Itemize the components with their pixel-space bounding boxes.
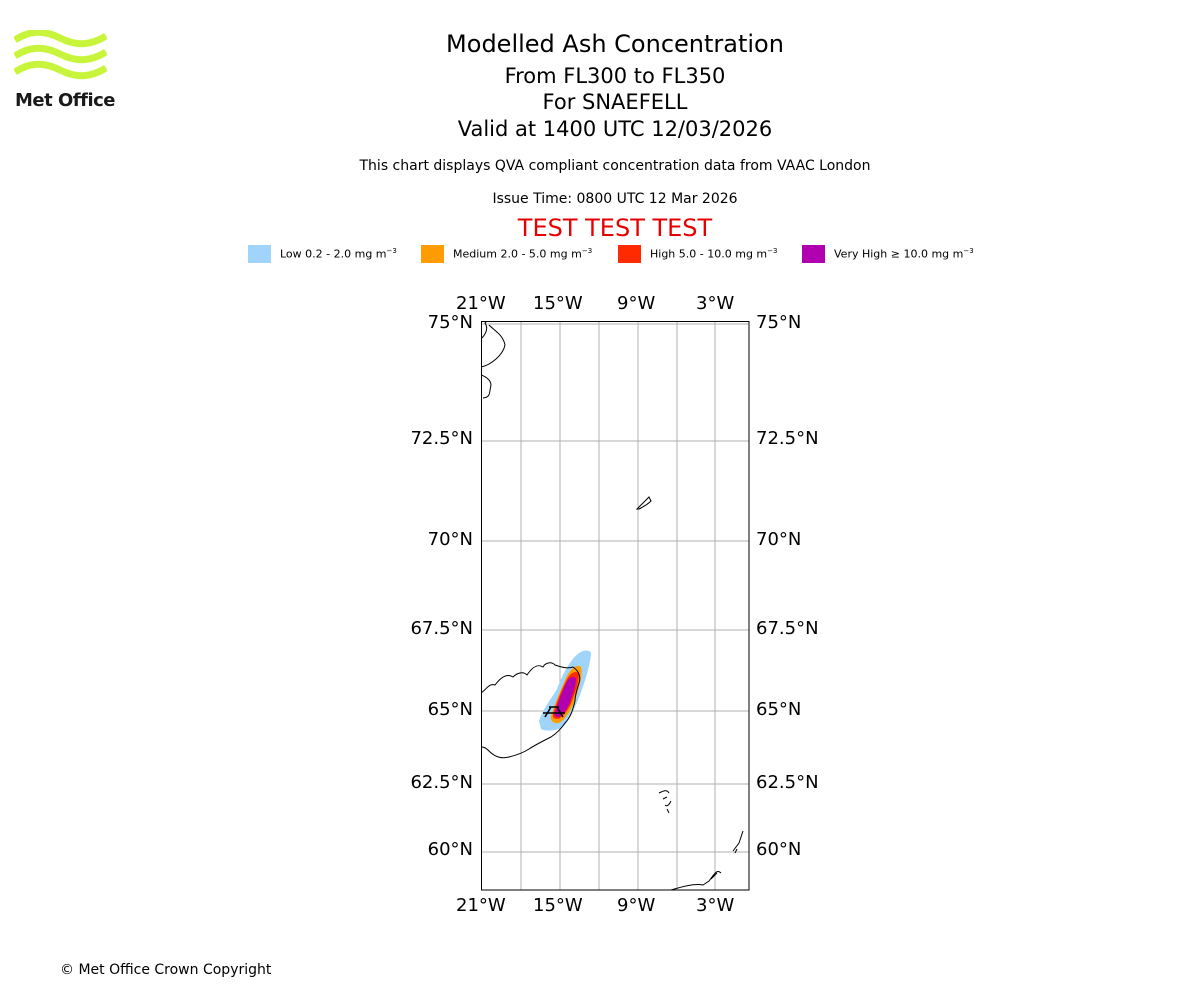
lat-tick-left-60n: 60°N: [427, 839, 473, 860]
legend-item-low: Low 0.2 - 2.0 mg $m^{-3}$: [248, 244, 408, 264]
lon-tick-top-9w: 9°W: [617, 293, 656, 314]
lon-tick-bottom-3w: 3°W: [696, 895, 735, 916]
lat-tick-right-65n: 65°N: [756, 699, 802, 720]
disclaimer-text: This chart displays QVA compliant concentration data from VAAC London: [359, 158, 871, 174]
lat-tick-left-67-5n: 67.5°N: [410, 618, 473, 639]
legend-label-medium: Medium 2.0 - 5.0 mg m: [453, 247, 582, 261]
valid-time: Valid at 1400 UTC 12/03/2026: [457, 117, 773, 141]
volcano-name: For SNAEFELL: [542, 90, 688, 114]
lon-tick-bottom-21w: 21°W: [456, 895, 506, 916]
copyright: © Met Office Crown Copyright: [60, 962, 272, 978]
lat-tick-right-70n: 70°N: [756, 529, 802, 550]
lat-tick-left-62-5n: 62.5°N: [410, 772, 473, 793]
legend-swatch-medium: [421, 245, 444, 263]
legend-item-high: High 5.0 - 10.0 mg $m^{-3}$: [618, 244, 793, 264]
lat-tick-right-62-5n: 62.5°N: [756, 772, 819, 793]
legend-swatch-low: [248, 245, 271, 263]
legend-label-high: High 5.0 - 10.0 mg m: [650, 247, 768, 261]
chart-title: Modelled Ash Concentration: [446, 30, 784, 58]
legend-item-very-high: Very High ≥ 10.0 mg $m^{-3}$: [802, 244, 987, 264]
legend-swatch-high: [618, 245, 641, 263]
lat-tick-left-72-5n: 72.5°N: [410, 428, 473, 449]
lat-tick-left-65n: 65°N: [427, 699, 473, 720]
lon-tick-top-21w: 21°W: [456, 293, 506, 314]
test-banner: TEST TEST TEST: [517, 214, 713, 242]
logo-text: Met Office: [15, 90, 116, 111]
lat-tick-right-67-5n: 67.5°N: [756, 618, 819, 639]
lat-tick-right-60n: 60°N: [756, 839, 802, 860]
flight-level-range: From FL300 to FL350: [504, 64, 726, 88]
lon-tick-bottom-9w: 9°W: [617, 895, 656, 916]
ash-concentration-map: [481, 321, 750, 891]
lon-tick-top-3w: 3°W: [696, 293, 735, 314]
lat-tick-right-75n: 75°N: [756, 312, 802, 333]
lat-tick-right-72-5n: 72.5°N: [756, 428, 819, 449]
issue-time: Issue Time: 0800 UTC 12 Mar 2026: [492, 191, 738, 207]
legend-swatch-very-high: [802, 245, 825, 263]
legend-label-very-high: Very High ≥ 10.0 mg m: [834, 247, 964, 261]
legend-item-medium: Medium 2.0 - 5.0 mg $m^{-3}$: [421, 244, 611, 264]
lon-tick-top-15w: 15°W: [533, 293, 583, 314]
lat-tick-left-75n: 75°N: [427, 312, 473, 333]
lat-tick-left-70n: 70°N: [427, 529, 473, 550]
legend-label-low: Low 0.2 - 2.0 mg m: [280, 247, 387, 261]
lon-tick-bottom-15w: 15°W: [533, 895, 583, 916]
